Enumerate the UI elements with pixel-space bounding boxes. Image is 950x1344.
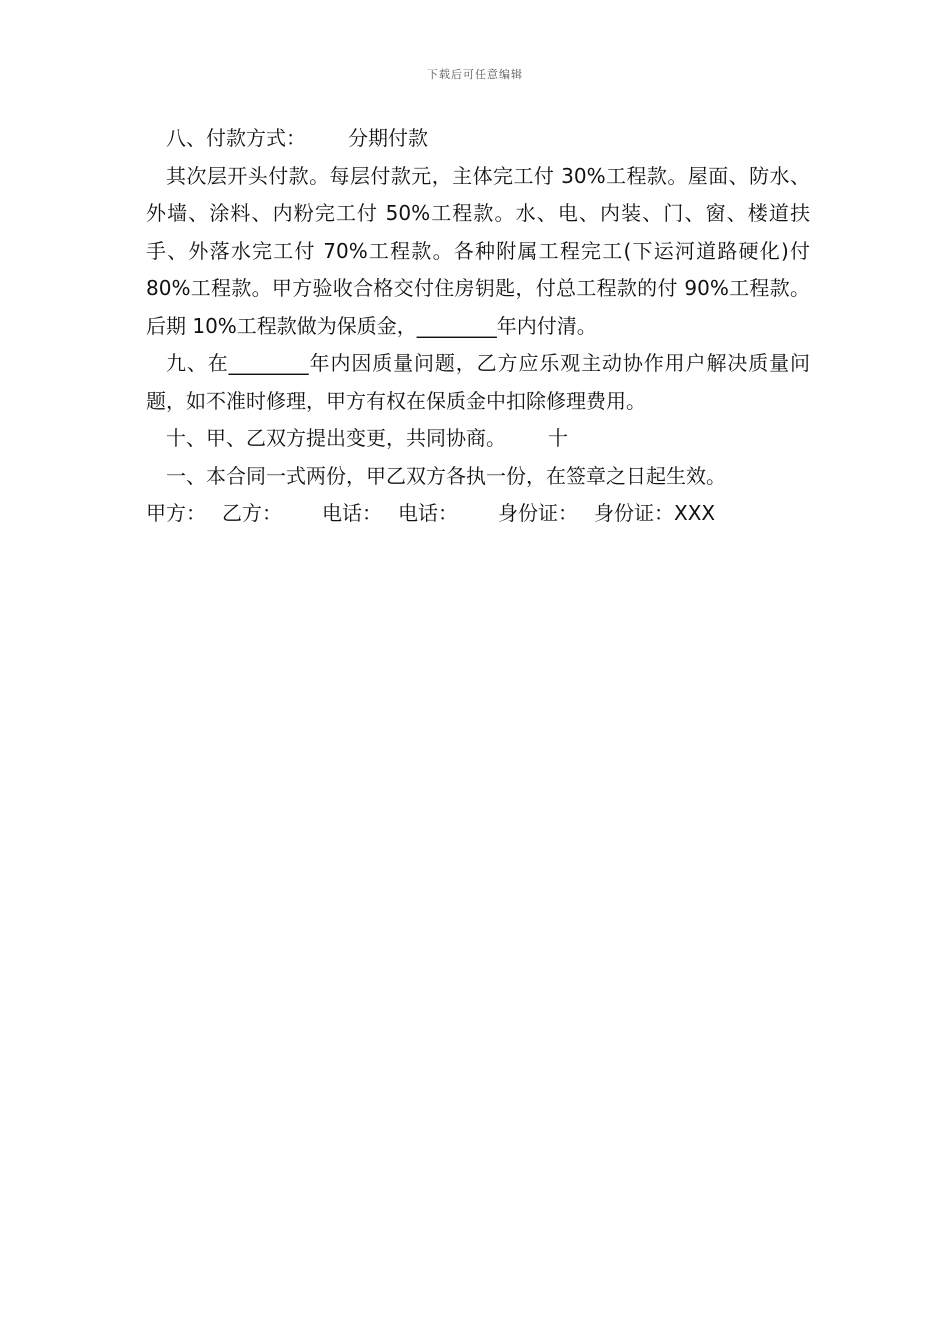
section-8-line — [146, 120, 810, 158]
section-10-trailer: 十 — [548, 426, 568, 450]
section-10-line — [146, 420, 810, 458]
section-9-paragraph: 九、在________年内因质量问题，乙方应乐观主动协作用户解决质量问题，如不准时修理，甲方有权在保质金中扣除修理费用。 — [146, 351, 810, 413]
section-8-value: 分期付款 — [348, 126, 428, 150]
sign-phone-b: 电话： — [398, 501, 458, 525]
sign-id-b: 身份证：XXX — [594, 501, 716, 525]
payment-paragraph: 其次层开头付款。每层付款元，主体完工付 30%工程款。屋面、防水、外墙、涂料、内粉完工付 50%工程款。水、电、内装、门、窗、楼道扶手、外落水完工付 70%工程款。各种附属工程完工(下运河道路硬化)付 80%工程款。甲方验收合格交付住房钥匙，付总工程款的付 90%工程款。后期 10%工程款做为保质金，________年内付清。 — [146, 163, 810, 338]
sign-party-b: 乙方： — [222, 501, 282, 525]
header-note: 下载后可任意编辑 — [427, 68, 523, 81]
signature-line — [146, 495, 810, 533]
sign-party-a: 甲方： — [146, 501, 206, 525]
section-10-text: 十、甲、乙双方提出变更，共同协商。 — [166, 426, 506, 450]
sign-phone-a: 电话： — [322, 501, 382, 525]
sign-id-a: 身份证： — [498, 501, 578, 525]
section-11-line: 一、本合同一式两份，甲乙双方各执一份，在签章之日起生效。 — [166, 463, 726, 488]
document-body — [146, 120, 810, 533]
section-8-label: 八、付款方式： — [166, 126, 306, 150]
